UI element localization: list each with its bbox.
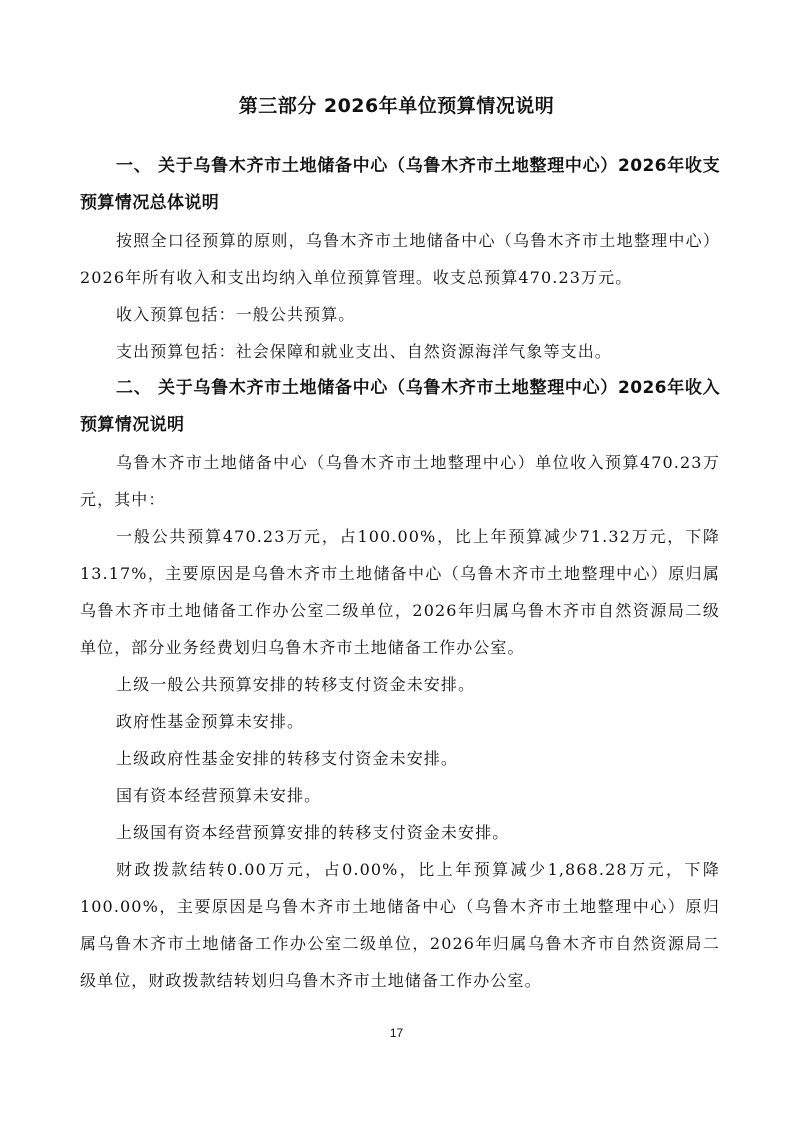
section-2-paragraph-3: 上级一般公共预算安排的转移支付资金未安排。: [116, 675, 476, 694]
page-title: 第三部分 2026年单位预算情况说明: [238, 95, 555, 117]
section-2-paragraph-6: 国有资本经营预算未安排。: [116, 786, 322, 805]
section-1: [80, 148, 720, 370]
section-1-paragraph-3: 支出预算包括：社会保障和就业支出、自然资源海洋气象等支出。: [116, 342, 612, 361]
section-2-paragraph-4: 政府性基金预算未安排。: [116, 712, 305, 731]
section-2-paragraph-8: 财政拨款结转0.00万元，占0.00%，比上年预算减少1,868.28万元，下降100.00%，主要原因是乌鲁木齐市土地储备中心（乌鲁木齐市土地整理中心）原归属乌鲁木齐市土地储备工作办公室二级单位，2026年归属乌鲁木齐市自然资源局二级单位，财政拨款结转划归乌鲁木齐市土地储备工作办公室。: [80, 860, 720, 990]
page-number: 17: [389, 1026, 404, 1040]
section-1-paragraph-1: 按照全口径预算的原则，乌鲁木齐市土地储备中心（乌鲁木齐市土地整理中心）2026年所有收入和支出均纳入单位预算管理。收支总预算470.23万元。: [80, 231, 720, 287]
section-2: [80, 370, 720, 999]
section-2-paragraph-7: 上级国有资本经营预算安排的转移支付资金未安排。: [116, 823, 510, 842]
section-2-heading: 二、 关于乌鲁木齐市土地储备中心（乌鲁木齐市土地整理中心）2026年收入预算情况说明: [80, 378, 720, 435]
section-2-paragraph-5: 上级政府性基金安排的转移支付资金未安排。: [116, 749, 459, 768]
section-1-heading: 一、 关于乌鲁木齐市土地储备中心（乌鲁木齐市土地整理中心）2026年收支预算情况总体说明: [80, 156, 720, 213]
section-2-paragraph-1: 乌鲁木齐市土地储备中心（乌鲁木齐市土地整理中心）单位收入预算470.23万元，其中：: [80, 453, 720, 509]
section-2-paragraph-2: 一般公共预算470.23万元，占100.00%，比上年预算减少71.32万元，下降13.17%，主要原因是乌鲁木齐市土地储备中心（乌鲁木齐市土地整理中心）原归属乌鲁木齐市土地储备工作办公室二级单位，2026年归属乌鲁木齐市自然资源局二级单位，部分业务经费划归乌鲁木齐市土地储备工作办公室。: [80, 527, 720, 657]
section-1-paragraph-2: 收入预算包括：一般公共预算。: [116, 305, 356, 324]
